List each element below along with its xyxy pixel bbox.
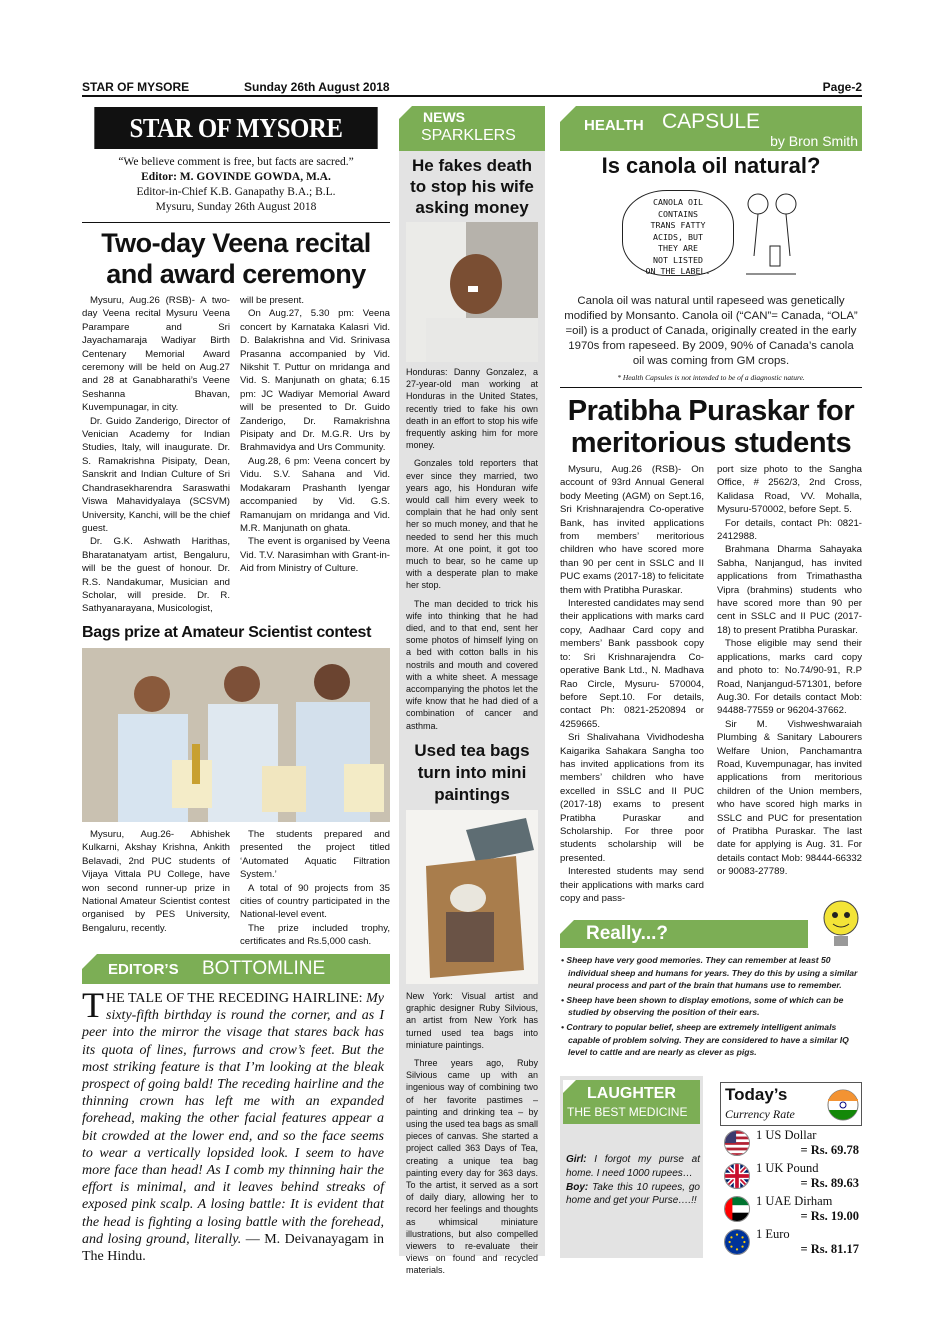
list-item-text: Contrary to popular belief, sheep are extremely intelligent animals capable of problem solving. They are considered to have a similar IQ level to cattle and are nearly as clever as pigs.	[566, 1021, 849, 1058]
paragraph: Brahmana Dharma Sahayaka Sabha, Nanjangud, has invited applications from Trimathastha Vipra (brahmins) students who have scored more than 90 per cent in SSLC and II PUC (2017-18) to present Pratibha Puraskar.	[717, 544, 862, 636]
rate-label: 1 UAE Dirham	[756, 1194, 833, 1208]
list-item-text: Sheep have very good memories. They can remember at least 50 individual sheep and humans for years. They do this by using a similar neural process and part of the brain that humans use to remember.	[566, 955, 858, 991]
paragraph: New York: Visual artist and graphic designer Ruby Silvious, an artist from New York has turned used tea bags into miniature paintings.	[406, 991, 538, 1050]
students-illustration	[82, 648, 390, 822]
cartoon-line: CANOLA OIL	[653, 197, 703, 207]
paragraph: Sir M. Vishweshwaraiah Plumbing & Sanitary Labourers Welfare Union, Panchamantra Road, Kuvempunagar, has invited applications from meritorious children of the Union members, who have scored high marks in SSLC and PUC for presentation of Pratibha Puraskar. The last date for applying is Aug. 31. For details contact Mob: 98444-66332 or 90083-27789.	[717, 718, 862, 878]
rate-label: 1 US Dollar	[756, 1128, 817, 1142]
man-illustration	[406, 222, 538, 362]
paragraph: Interested students may send their applications with marks card copy and pass-	[560, 866, 704, 904]
rate-value: = Rs. 69.78	[800, 1143, 859, 1157]
paragraph	[560, 463, 704, 597]
rate-row	[724, 1128, 859, 1158]
cartoon-line: ON THE LABEL.	[645, 266, 711, 276]
rate-value: = Rs. 19.00	[800, 1209, 859, 1223]
divider	[560, 387, 862, 388]
rate-label: 1 UK Pound	[756, 1161, 819, 1175]
paragraph: Mysuru, Aug.26- Abhishek Kulkarni, Akshay Krishna, Ankith Belavadi, 2nd PUC students of Vijaya Vittala PU College, have won second runner-up prize in National Amateur Scientist contest organised by PES University, Bengaluru, recently.	[82, 829, 230, 934]
joke-line: Take this 10 rupees, go home and get your Purse….!!	[566, 1181, 700, 1207]
news-headline1: He fakes death to stop his wife asking money	[410, 156, 534, 217]
scientist-icon	[736, 186, 802, 278]
cartoon-line: TRANS FATTY	[650, 220, 706, 230]
laughter-joke	[566, 1153, 700, 1208]
rate-row	[724, 1161, 859, 1191]
paragraph: Dr. G.K. Ashwath Harithas, Bharatanatyam artist, Bengaluru, will be the guest of honour. Dr. R.S. Nandakumar, Musician and Scholar, will preside. Dr. R. Sathyanarayana, Musicologist,	[82, 536, 230, 615]
uae-flag-icon	[724, 1196, 750, 1222]
banner-notch	[563, 1080, 576, 1093]
masthead-dateline: Mysuru, Sunday 26th August 2018	[155, 201, 317, 213]
rate-row	[724, 1227, 859, 1257]
divider	[82, 222, 390, 223]
joke-tag: Girl:	[566, 1154, 587, 1165]
header-paper: STAR OF MYSORE	[82, 80, 190, 94]
news-label2: SPARKLERS	[421, 127, 516, 144]
veena-headline: Two-day Veena recital and award ceremony	[101, 228, 371, 289]
header-page: Page-2	[822, 80, 862, 94]
masthead-editor: Editor: M. GOVINDE GOWDA, M.A.	[141, 171, 331, 183]
teabag-photo	[406, 810, 538, 984]
bulb-icon	[818, 898, 864, 950]
rates-title: Today’s	[725, 1085, 788, 1104]
health-note: * Health Capsules is not intended to be of a diagnostic nature.	[617, 373, 805, 382]
us-flag-icon	[724, 1130, 750, 1156]
rates-subtitle: Currency Rate	[725, 1107, 795, 1121]
masthead-chief: Editor-in-Chief K.B. Ganapathy B.A.; B.L.	[136, 186, 336, 198]
laughter-label1: LAUGHTER	[587, 1085, 676, 1102]
news-headline2: Used tea bags turn into mini paintings	[414, 741, 530, 804]
joke-tag: Boy:	[566, 1181, 589, 1193]
news-story1	[406, 366, 538, 732]
teabag-illustration	[406, 810, 538, 984]
laughter-label2: THE BEST MEDICINE	[567, 1105, 688, 1119]
rate-label: 1 Euro	[756, 1227, 790, 1241]
paragraph: port size photo to the Sangha Office, # 2562/3, 2nd Cross, Kalidasa Road, VV. Mohalla, Mysuru-570002, before Sept. 5.	[717, 464, 862, 516]
india-flag-icon	[827, 1089, 859, 1121]
paragraph: Interested candidates may send their applications with marks card copy, Aadhaar Card copy and members’ Bank passbook copy to: Sri Krishnarajendra Co-operative Bank Ltd., N. Madhava Rao Circle, Mysuru- 570004, before Sept.10. For details, contact Ph: 0821-2520894 or 4259665.	[560, 598, 704, 730]
bottomline-text	[82, 985, 385, 1265]
paragraph: On Aug.27, 5.30 pm: Veena concert by Karnataka Kalasri Vid. D. Balakrishna and Vid. Srinivasa Prasanna accompanied by Vid. Nikshit T. Puttur on mridanga and Vid. S. Manjunath on ghata; 6.15 pm: JC Wadiyar Memorial Award will be presented to Dr. Guido Zanderigo, Dr. Ramakrishna Pisipaty and Dr. M.G.R. Urs by Brahmavidya and Urs Community.	[240, 308, 390, 454]
laughter-banner	[563, 1080, 700, 1124]
bottomline-label2: BOTTOMLINE	[202, 958, 326, 979]
bottomline-credit: — M. Deivanayagam in The Hindu.	[82, 1231, 384, 1265]
list-item: • Contrary to popular belief, sheep are extremely intelligent animals capable of problem solving. They are considered to have a similar IQ level to cattle and are nearly as clever as pigs.	[561, 1021, 849, 1058]
cartoon-line: THEY ARE	[658, 243, 698, 253]
list-item: • Sheep have very good memories. They can remember at least 50 individual sheep and humans for years. They do this by using a similar neural process and part of the brain that humans use to remember.	[561, 955, 858, 991]
cartoon-bubble	[622, 190, 734, 276]
health-label1: HEALTH	[584, 117, 644, 134]
health-body: Canola oil was natural until rapeseed was genetically modified by Monsanto. Canola oil (“CAN”= Canada, “OLA” =oil) is a product of Canada, originally created in the early 1970s from rapeseed. By 2009, 90% of Canada’s canola oil was coming from GM crops.	[564, 295, 858, 367]
news-label1: NEWS	[423, 109, 465, 125]
paragraph-text: Mysuru, Aug.26 (RSB)- On account of 93rd Annual General body Meeting (AGM) on Sept.16, Sri Krishnarajendra Co-operative Bank, has invited applications from members’ meritorious children who have scored more than 90 per cent in SSLC and II PUC exams (2017-18) to felicitate them with Pratibha Puraskar.	[560, 464, 704, 596]
banner-notch	[560, 920, 574, 934]
paragraph: Sri Shalivahana Vividhodesha Kaigarika Sahakara Sangha too has invited applications from its members’ children who have excelled in SSLC and II PUC (2017-18) exams to present Pratibha Puraskar and Scholarship. For three poor students scholarship will be presented.	[560, 732, 704, 864]
paragraph: will be present.	[240, 295, 304, 306]
paragraph: Dr. Guido Zanderigo, Director of Venician Academy for Indian Studies, Italy, will inaugurate. Dr. S. Ramakrishna Pisipaty, Dean, Sanskrit and Indian Culture of Sri Chandrasekharendra Saraswathi Viswa Mahavidyalaya (SCSVM) University, Kanchi, will be the chief guest.	[82, 415, 230, 534]
rate-value: = Rs. 89.63	[800, 1176, 859, 1190]
rate-row	[724, 1194, 859, 1224]
list-item-text: Sheep have been shown to display emotions, some of which can be studied by observing the position of their ears.	[566, 994, 844, 1018]
list-item: • Sheep have been shown to display emotions, some of which can be studied by observing the position of their ears.	[561, 994, 844, 1018]
paragraph: The event is organised by Veena Vid. T.V. Narasimhan with Grant-in-Aid from Ministry of Culture.	[240, 536, 390, 575]
paragraph: Three years ago, Ruby Silvious came up with an ingenious way of combining two of her favorite pastimes – painting and drinking tea – by using the used tea bags as small pieces of canvas. She started a project called 363 Days of Tea, creating a unique tea bag painting every day for 363 days. To the artist, it served as a sort of daily diary, allowing her to record her feelings and thoughts as whimsical miniature illustrations, but also compelled viewers to re-evaluate their views on found and recycled materials.	[406, 1058, 538, 1276]
health-headline: Is canola oil natural?	[601, 153, 821, 178]
paragraph: Honduras: Danny Gonzalez, a 27-year-old man working at Honduras in the United States, recently tried to fake his own death in an effort to stop his wife frequently asking him for more money.	[406, 367, 538, 451]
bottomline-lead: HE TALE OF THE RECEDING HAIRLINE:	[106, 991, 363, 1006]
veena-col2	[240, 294, 390, 576]
health-banner	[560, 106, 862, 151]
paragraph: Aug.28, 6 pm: Veena concert by Vidu. S.V. Sahana and Vid. Modakaram Prashanth Iyengar accompanied by Vid. G.S. Ramanujam on mridanga and Vid. M.R. Manjunath on ghata.	[240, 455, 390, 534]
masthead-title: STAR OF MYSORE	[94, 107, 377, 149]
paragraph: The man decided to trick his wife into thinking that he had died, and to that end, sent her some photos of himself lying on a bed with cotton balls in his nostrils and mouth and covered with a white sheet. A message accompanying the photos let the wife know that he had died of a combination of cancer and asthma.	[406, 598, 538, 731]
page-header	[82, 80, 862, 97]
paragraph: Gonzales told reporters that ever since they married, two years ago, his Honduran wife would call him every week to complain that he had only sent her so much money, and that he needed to send her this much more. At one point, it got too much to bear, so he came up with a desperate plan to make her stop.	[406, 458, 538, 591]
bottomline-body: My sixty-fifth birthday is round the corner, and as I peer into the mirror the visage that stares back has its quota of lines, furrows and crow’s feet. But the most striking feature is that I’m looking at the bleak prospect of going bald! The receding hairline and the thinning crown has left me with an expanded forehead, making the other facial features appear a bit crowded at the lower end, and so the face seems to wear a vertically lopsided look. I seem to have more face than head! As I comb my thinning hair the effort is minimal, and it leaves behind streaks of exposed pink scalp. A losing battle: It is evident that the head is fighting a losing battle with the forehead, and losing ground, literally.	[82, 991, 385, 1247]
masthead-info	[82, 155, 390, 215]
paragraph: The students prepared and presented the project titled ‘Automated Aquatic Filtration System.’	[240, 829, 390, 881]
joke-girl	[566, 1153, 700, 1181]
joke-boy	[566, 1181, 700, 1209]
masthead-quote: “We believe comment is free, but facts are sacred.”	[118, 156, 354, 168]
header-date: Sunday 26th August 2018	[244, 80, 390, 94]
bags-col2	[240, 828, 390, 949]
rate-value: = Rs. 81.17	[800, 1242, 859, 1256]
rates-header	[720, 1082, 862, 1126]
bags-col1	[82, 828, 230, 935]
health-byline: by Bron Smith	[770, 133, 858, 149]
health-label2: CAPSULE	[662, 110, 761, 133]
cartoon-line: NOT LISTED	[653, 254, 703, 265]
students-photo	[82, 648, 390, 822]
paragraph: For details, contact Ph: 0821-2412988.	[717, 517, 862, 543]
paragraph: The prize included trophy, certificates and Rs.5,000 cash.	[240, 922, 390, 948]
banner-notch	[82, 954, 97, 969]
news-banner	[399, 106, 545, 151]
man-photo	[406, 222, 538, 362]
cartoon	[618, 186, 802, 278]
cartoon-line: ACIDS, BUT	[653, 231, 703, 242]
uk-flag-icon	[724, 1163, 750, 1189]
really-banner	[560, 920, 808, 948]
pratibha-col2	[717, 463, 862, 879]
paragraph: Mysuru, Aug.26 (RSB)- A two-day Veena recital Mysuru Veena Parampare and Sri Jayachamaraja Wadiyar Birth Centenary Memorial Award ceremony will be held on Aug.27 and 28 at Ganabharathi’s Veene Seshanna Bhavan, Kuvempunagar, in city.	[82, 295, 230, 414]
eu-flag-icon	[724, 1229, 750, 1255]
really-list	[560, 954, 862, 1059]
bags-headline: Bags prize at Amateur Scientist contest	[82, 624, 372, 641]
paragraph: Those eligible may send their applications, marks card copy and photo to: No.74/90-91, R.P Road, Nanjangud-571301, before Aug.30. For details contact Mob: 94488-77559 or 96204-37662.	[717, 638, 862, 717]
paragraph: A total of 90 projects from 35 cities of country participated in the National-level event.	[240, 882, 390, 921]
really-label: Really...?	[586, 923, 669, 944]
pratibha-headline: Pratibha Puraskar for meritorious students	[567, 395, 855, 459]
joke-line: I forgot my purse at home. I need 1000 rupees…	[566, 1154, 700, 1179]
cartoon-line: CONTAINS	[658, 208, 698, 219]
bottomline-label1: EDITOR’S	[108, 961, 179, 978]
banner-notch	[560, 106, 576, 122]
dropcap: T	[82, 985, 104, 1025]
pratibha-col1	[560, 463, 704, 905]
bottomline-banner	[82, 954, 390, 984]
news-story2	[406, 990, 538, 1277]
veena-col1	[82, 294, 230, 616]
banner-notch	[399, 106, 412, 119]
